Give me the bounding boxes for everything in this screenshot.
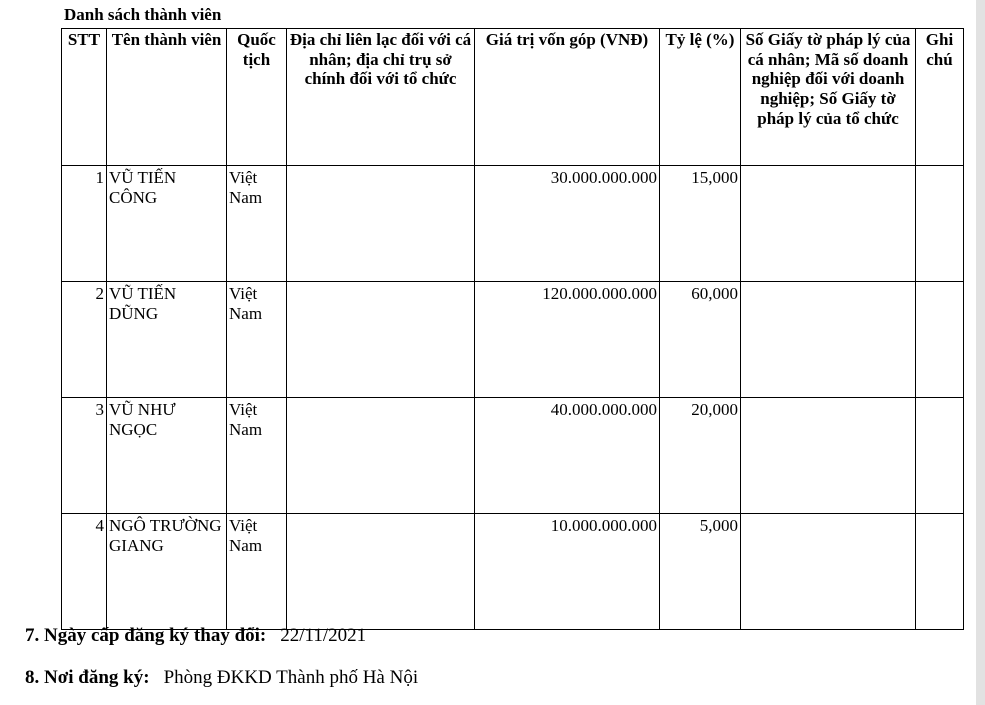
row-stt: 4 [62,514,107,630]
row-member-name: VŨ NHƯ NGỌC [107,398,227,514]
row-address [287,166,475,282]
row-address [287,282,475,398]
registration-place-label: 8. Nơi đăng ký: [25,667,150,688]
row-ratio: 20,000 [660,398,741,514]
table-row [62,398,964,514]
table-header-row [62,29,964,166]
row-stt: 1 [62,166,107,282]
row-note [916,166,964,282]
header-stt: STT [62,29,107,166]
row-note [916,398,964,514]
change-date-line [25,625,366,647]
row-nationality: Việt Nam [227,398,287,514]
row-ratio: 15,000 [660,166,741,282]
row-ratio: 5,000 [660,514,741,630]
header-nationality: Quốc tịch [227,29,287,166]
section-title: Danh sách thành viên [64,5,222,24]
row-address [287,398,475,514]
row-member-name: VŨ TIẾN CÔNG [107,166,227,282]
table-row [62,166,964,282]
header-ratio: Tỷ lệ (%) [660,29,741,166]
row-legal-doc [741,398,916,514]
row-capital: 30.000.000.000 [475,166,660,282]
row-member-name: VŨ TIẾN DŨNG [107,282,227,398]
registration-place-value: Phòng ĐKKD Thành phố Hà Nội [163,667,419,688]
table-row [62,514,964,630]
row-nationality: Việt Nam [227,282,287,398]
row-address [287,514,475,630]
header-address: Địa chỉ liên lạc đối với cá nhân; địa chỉ trụ sở chính đối với tổ chức [287,29,475,166]
row-stt: 2 [62,282,107,398]
header-member-name: Tên thành viên [107,29,227,166]
row-stt: 3 [62,398,107,514]
row-capital: 40.000.000.000 [475,398,660,514]
registration-place-line [25,667,418,689]
header-capital: Giá trị vốn góp (VNĐ) [475,29,660,166]
header-note: Ghi chú [916,29,964,166]
table-row [62,282,964,398]
row-capital: 10.000.000.000 [475,514,660,630]
header-legal-doc: Số Giấy tờ pháp lý của cá nhân; Mã số doanh nghiệp đối với doanh nghiệp; Số Giấy tờ pháp lý của tổ chức [741,29,916,166]
row-capital: 120.000.000.000 [475,282,660,398]
row-ratio: 60,000 [660,282,741,398]
page-edge-strip [976,0,985,705]
change-date-label: 7. Ngày cấp đăng ký thay đổi: [25,625,267,646]
members-table [61,28,964,630]
row-legal-doc [741,166,916,282]
row-nationality: Việt Nam [227,514,287,630]
row-note [916,282,964,398]
row-member-name: NGÔ TRƯỜNG GIANG [107,514,227,630]
row-nationality: Việt Nam [227,166,287,282]
change-date-value: 22/11/2021 [280,625,367,646]
row-legal-doc [741,514,916,630]
row-note [916,514,964,630]
row-legal-doc [741,282,916,398]
